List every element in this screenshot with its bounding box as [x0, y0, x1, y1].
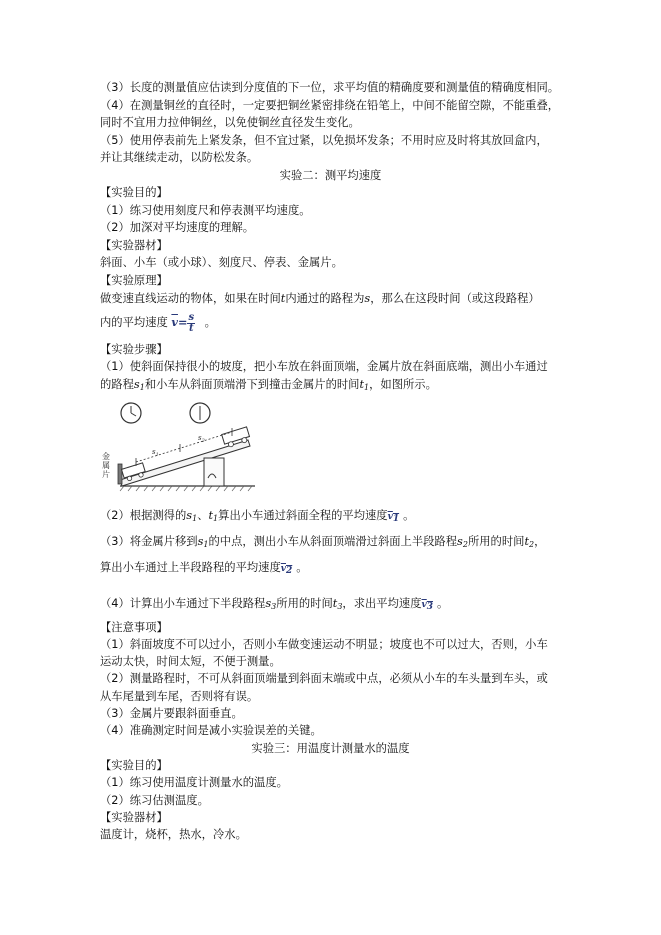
incline-experiment-figure: [100, 400, 260, 492]
section-title-exp2: 实验二：测平均速度: [279, 169, 382, 182]
stopwatch-icon: [190, 403, 210, 423]
note-item: （3）金属片要跟斜面垂直。: [100, 707, 243, 720]
heading-notes: 【注意事项】: [100, 621, 168, 634]
average-velocity-formula: $\overline{v}=$ $\frac{s}{t}$: [171, 311, 195, 334]
paragraph-line: 同时不宜用力拉伸铜丝，以免使铜丝直径发生变化。: [100, 116, 360, 129]
principle-line-1: 做变速直线运动的物体，如果在时间t内通过的路程为s，那么在这段时间（或这段路程）: [100, 292, 540, 305]
principle-line-2: 内的平均速度 $\overline{v}=$ $\frac{s}{t}$ 。: [100, 311, 216, 334]
purpose-item: （2）练习估测温度。: [100, 794, 209, 807]
stopwatch-icon: [121, 403, 141, 423]
step-2: （2）根据测得的$s_1$、$t_1$算出小车通过斜面全程的平均速度$\overline{v}_1$ 。: [100, 509, 415, 524]
equipment-list: 温度计，烧杯，热水，冷水。: [100, 828, 247, 841]
support-block: [204, 458, 224, 486]
heading-steps: 【实验步骤】: [100, 343, 168, 356]
paragraph-line: （3）长度的测量值应估读到分度值的下一位，求平均值的精确度要和测量值的精确度相同。: [100, 81, 560, 94]
figure-label-metal-plate: 金属片: [102, 452, 110, 479]
note-item: （4）准确测定时间是减小实验误差的关键。: [100, 724, 322, 737]
metal-plate: [118, 464, 122, 484]
heading-purpose: 【实验目的】: [100, 759, 168, 772]
step-3-line-2: 算出小车通过上半段路程的平均速度$\overline{v}_2$ 。: [100, 561, 308, 576]
equipment-list: 斜面、小车（或小球）、刻度尺、停表、金属片。: [100, 256, 343, 269]
heading-equipment: 【实验器材】: [100, 239, 168, 252]
note-item: 运动太快，时间太短，不便于测量。: [100, 655, 281, 668]
label-s2: $s_2$: [198, 434, 205, 444]
paragraph-line: 并让其继续走动，以防松发条。: [100, 151, 259, 164]
purpose-item: （1）练习使用温度计测量水的温度。: [100, 776, 288, 789]
note-item: （1）斜面坡度不可以过小，否则小车做变速运动不明显；坡度也不可以过大，否则，小车: [100, 638, 548, 651]
purpose-item: （2）加深对平均速度的理解。: [100, 221, 255, 234]
paragraph-line: （5）使用停表前先上紧发条，但不宜过紧，以免损坏发条；不用时应及时将其放回盒内，: [100, 134, 548, 147]
paragraph-line: （4）在测量铜丝的直径时，一定要把铜丝紧密排绕在铅笔上，中间不能留空隙，不能重叠，: [100, 99, 560, 112]
ground-hatching: [120, 486, 252, 491]
step-4: （4）计算出小车通过下半段路程$s_3$所用的时间$t_3$，求出平均速度$\overline{v}_3$ 。: [100, 597, 449, 612]
section-title-exp3: 实验三：用温度计测量水的温度: [251, 742, 410, 755]
heading-principle: 【实验原理】: [100, 274, 168, 287]
heading-purpose: 【实验目的】: [100, 186, 168, 199]
note-item: （2）测量路程时，不可从斜面顶端量到斜面末端或中点，必须从小车的车头量到车头，或: [100, 672, 548, 685]
step-3-line-1: （3）将金属片移到$s_1$的中点，测出小车从斜面顶端滑过斜面上半段路程$s_2$所用的时间$t_2$，: [100, 535, 546, 549]
heading-equipment: 【实验器材】: [100, 811, 168, 824]
label-s1: $s_1$: [152, 448, 159, 458]
step-1-line-2: 的路程$s_1$和小车从斜面顶端滑下到撞击金属片的时间$t_1$，如图所示。: [100, 378, 437, 392]
note-item: 从车尾量到车尾，否则将有误。: [100, 690, 259, 703]
step-1-line-1: （1）使斜面保持很小的坡度，把小车放在斜面顶端，金属片放在斜面底端，测出小车通过: [100, 360, 548, 373]
purpose-item: （1）练习使用刻度尺和停表测平均速度。: [100, 204, 311, 217]
